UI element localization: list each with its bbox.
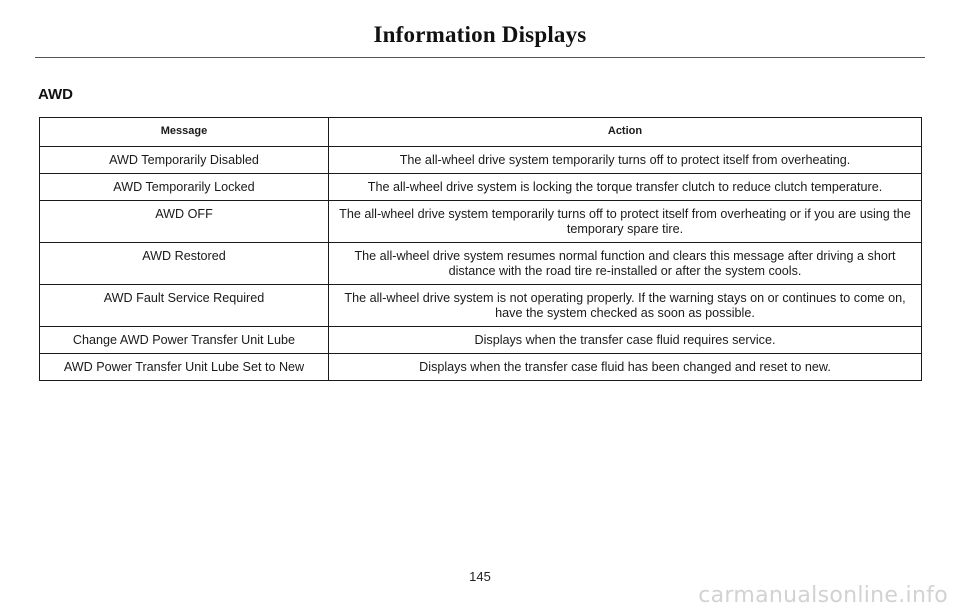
watermark-logo: carmanualsonline.info bbox=[698, 583, 948, 608]
message-cell: AWD Restored bbox=[40, 243, 329, 285]
table-row bbox=[40, 285, 922, 327]
table-row bbox=[40, 147, 922, 174]
table-header-row bbox=[40, 118, 922, 147]
action-cell: Displays when the transfer case fluid has been changed and reset to new. bbox=[329, 354, 922, 381]
action-cell: The all-wheel drive system is locking the torque transfer clutch to reduce clutch temperature. bbox=[329, 174, 922, 201]
page-header-title: Information Displays bbox=[373, 22, 587, 47]
message-cell: AWD Temporarily Locked bbox=[40, 174, 329, 201]
action-cell: The all-wheel drive system temporarily turns off to protect itself from overheating. bbox=[329, 147, 922, 174]
section-heading: AWD bbox=[38, 86, 73, 103]
message-cell: AWD Temporarily Disabled bbox=[40, 147, 329, 174]
awd-message-table bbox=[39, 117, 922, 381]
message-cell: AWD Power Transfer Unit Lube Set to New bbox=[40, 354, 329, 381]
header-divider bbox=[35, 57, 925, 58]
message-cell: AWD Fault Service Required bbox=[40, 285, 329, 327]
action-cell: The all-wheel drive system resumes normal function and clears this message after driving a short distance with the road tire re-installed or after the system cools. bbox=[329, 243, 922, 285]
table-row bbox=[40, 327, 922, 354]
action-cell: The all-wheel drive system is not operating properly. If the warning stays on or continues to come on, have the system checked as soon as possible. bbox=[329, 285, 922, 327]
column-header-action: Action bbox=[329, 118, 922, 147]
column-header-message: Message bbox=[40, 118, 329, 147]
page-number: 145 bbox=[469, 569, 491, 584]
table-row bbox=[40, 243, 922, 285]
table-row bbox=[40, 354, 922, 381]
table-row bbox=[40, 201, 922, 243]
table-row bbox=[40, 174, 922, 201]
message-cell: Change AWD Power Transfer Unit Lube bbox=[40, 327, 329, 354]
action-cell: Displays when the transfer case fluid requires service. bbox=[329, 327, 922, 354]
message-cell: AWD OFF bbox=[40, 201, 329, 243]
action-cell: The all-wheel drive system temporarily turns off to protect itself from overheating or if you are using the temporary spare tire. bbox=[329, 201, 922, 243]
